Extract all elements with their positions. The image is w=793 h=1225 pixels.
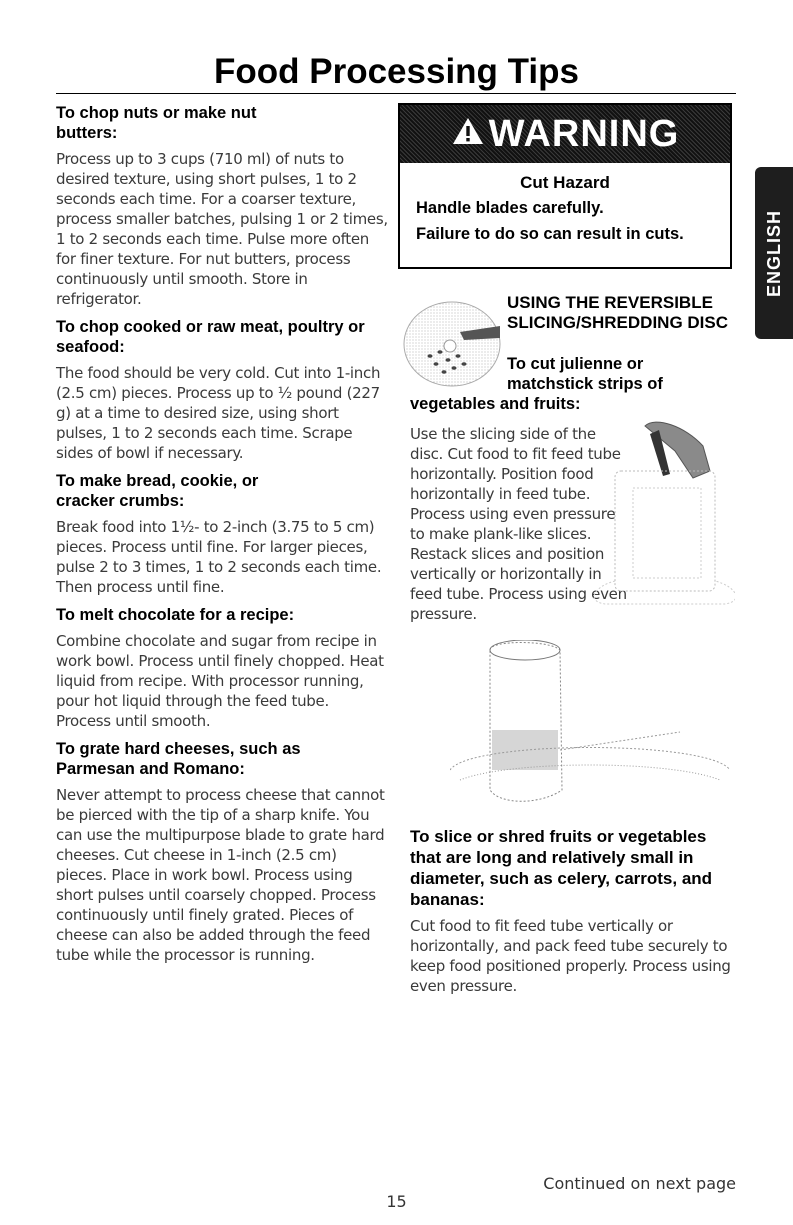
section-body: The food should be very cold. Cut into 1-inch (2.5 cm) pieces. Process up to ½ pound (227 g) at a time to desired size, using short pulses, 1 to 2 seconds each time. Scrape sides of bowl if necessary. xyxy=(56,364,381,462)
feed-tube-hand-illustration xyxy=(575,416,735,606)
section-heading: To chop cooked or raw meat, poultry or seafood: xyxy=(56,318,365,356)
warning-box xyxy=(398,103,732,269)
reversible-disc-icon xyxy=(400,294,510,389)
section-body: Process up to 3 cups (710 ml) of nuts to desired texture, using short pulses, 1 to 2 seconds each time. For a coarser texture, process smaller batches, pulsing 1 or 2 times, 1 to 2 seconds each time. Pulse more often for finer texture. For nut butters, process continuously until smooth. Store in refrigerator. xyxy=(56,150,388,308)
page-number: 15 xyxy=(386,1192,407,1211)
section-meat xyxy=(56,317,388,463)
julienne-body: Use the slicing side of the disc. Cut food to fit feed tube horizontally. Position food horizontally in feed tube. Process using even pressure to make plank-like slices. Restack slices and position vertically or horizontally in feed tube. Process using even pressure. xyxy=(410,425,627,623)
section-heading: To slice or shred fruits or vegetables that are long and relatively small in diameter, such as celery, carrots, and bananas: xyxy=(410,827,713,909)
warning-banner-text: WARNING xyxy=(488,112,680,155)
section-nuts xyxy=(56,103,388,309)
section-cheese xyxy=(56,739,388,965)
warning-banner xyxy=(400,105,730,163)
continued-note: Continued on next page xyxy=(543,1174,736,1193)
language-tab xyxy=(755,167,793,339)
section-body: Break food into 1½- to 2-inch (3.75 to 5 cm) pieces. Process until fine. For larger pieces, pulse 2 to 3 times, 1 to 2 seconds each time. Then process until fine. xyxy=(56,518,382,596)
section-heading: To make bread, cookie, or cracker crumbs: xyxy=(56,472,259,510)
title-divider xyxy=(56,93,736,94)
warning-hazard: Cut Hazard xyxy=(520,173,610,192)
section-body: Never attempt to process cheese that cannot be pierced with the tip of a sharp knife. You can use the multipurpose blade to grate hard cheeses. Cut cheese in 1-inch (2.5 cm) pieces. Place in work bowl. Process using short pulses until coarsely chopped. Process continuously until finely grated. Pieces of cheese can also be added through the feed tube while the processor is running. xyxy=(56,786,385,964)
language-tab-label: ENGLISH xyxy=(763,209,784,297)
section-heading: To grate hard cheeses, such as Parmesan and Romano: xyxy=(56,740,301,778)
warning-triangle-icon xyxy=(451,113,485,156)
section-body: Cut food to fit feed tube vertically or horizontally, and pack feed tube securely to keep food positioned properly. Process using even pressure. xyxy=(410,917,731,995)
section-heading: To chop nuts or make nut butters: xyxy=(56,104,257,142)
section-chocolate xyxy=(56,605,388,731)
left-column xyxy=(56,103,388,973)
slice-shred-section xyxy=(410,826,740,1004)
warning-line-1: Handle blades carefully. xyxy=(416,199,604,217)
julienne-heading-part1: To cut julienne or matchstick strips of xyxy=(507,355,663,393)
warning-line-2: Failure to do so can result in cuts. xyxy=(416,225,684,243)
disc-section-heading: USING THE REVERSIBLE SLICING/SHREDDING DISC xyxy=(507,293,729,332)
section-heading: To melt chocolate for a recipe: xyxy=(56,606,295,624)
section-body: Combine chocolate and sugar from recipe in work bowl. Process until finely chopped. Heat liquid from recipe. With processor running, pour hot liquid through the feed tube. Process until smooth. xyxy=(56,632,384,730)
section-crumbs xyxy=(56,471,388,597)
julienne-heading-part2: vegetables and fruits: xyxy=(410,395,581,413)
feed-tube-bowl-illustration xyxy=(450,640,730,815)
page-title: Food Processing Tips xyxy=(214,52,579,91)
